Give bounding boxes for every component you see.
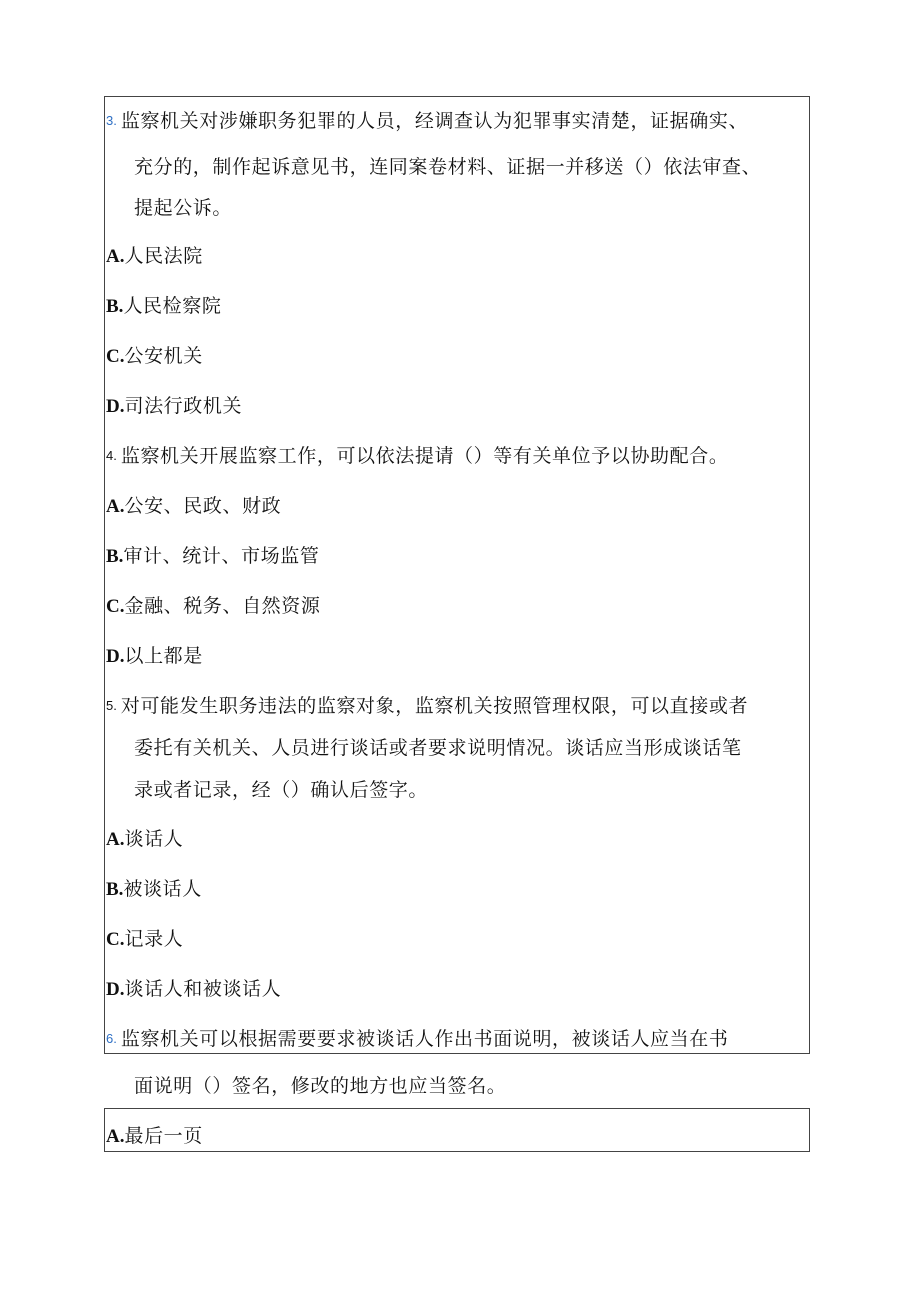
q5-option-c: C.记录人 (106, 928, 184, 950)
q3-option-c: C.公安机关 (106, 345, 203, 367)
q5-option-d: D.谈话人和被谈话人 (106, 978, 282, 1000)
q4-option-c: C.金融、税务、自然资源 (106, 595, 321, 617)
q4-number: 4. (106, 448, 117, 463)
q3-option-d: D.司法行政机关 (106, 395, 243, 417)
question-frame-main (104, 96, 810, 1054)
q6-number: 6. (106, 1031, 117, 1046)
q5-line-3: 录或者记录，经（）确认后签字。 (134, 779, 429, 801)
q3-line-1: 3. 监察机关对涉嫌职务犯罪的人员，经调查认为犯罪事实清楚，证据确实、 (106, 110, 749, 132)
q6-option-a: A.最后一页 (106, 1125, 203, 1147)
q5-line-1: 5. 对可能发生职务违法的监察对象，监察机关按照管理权限，可以直接或者 (106, 695, 749, 717)
q6-line-1: 6. 监察机关可以根据需要要求被谈话人作出书面说明，被谈话人应当在书 (106, 1028, 729, 1050)
q4-option-a: A.公安、民政、财政 (106, 495, 282, 517)
q4-line-1: 4. 监察机关开展监察工作，可以依法提请（）等有关单位予以协助配合。 (106, 445, 729, 467)
q3-line-3: 提起公诉。 (134, 197, 233, 219)
q5-number: 5. (106, 698, 117, 713)
q5-option-b: B.被谈话人 (106, 878, 202, 900)
q4-option-b: B.审计、统计、市场监管 (106, 545, 320, 567)
q3-option-b: B.人民检察院 (106, 295, 222, 317)
q3-number: 3. (106, 113, 117, 128)
q5-line-2: 委托有关机关、人员进行谈话或者要求说明情况。谈话应当形成谈话笔 (134, 737, 742, 759)
q6-line-2: 面说明（）签名，修改的地方也应当签名。 (134, 1075, 507, 1097)
q3-option-a: A.人民法院 (106, 245, 203, 267)
q3-line-2: 充分的，制作起诉意见书，连同案卷材料、证据一并移送（）依法审查、 (134, 156, 762, 178)
q5-option-a: A.谈话人 (106, 828, 184, 850)
question-frame-bottom (104, 1108, 810, 1152)
q4-option-d: D.以上都是 (106, 645, 203, 667)
